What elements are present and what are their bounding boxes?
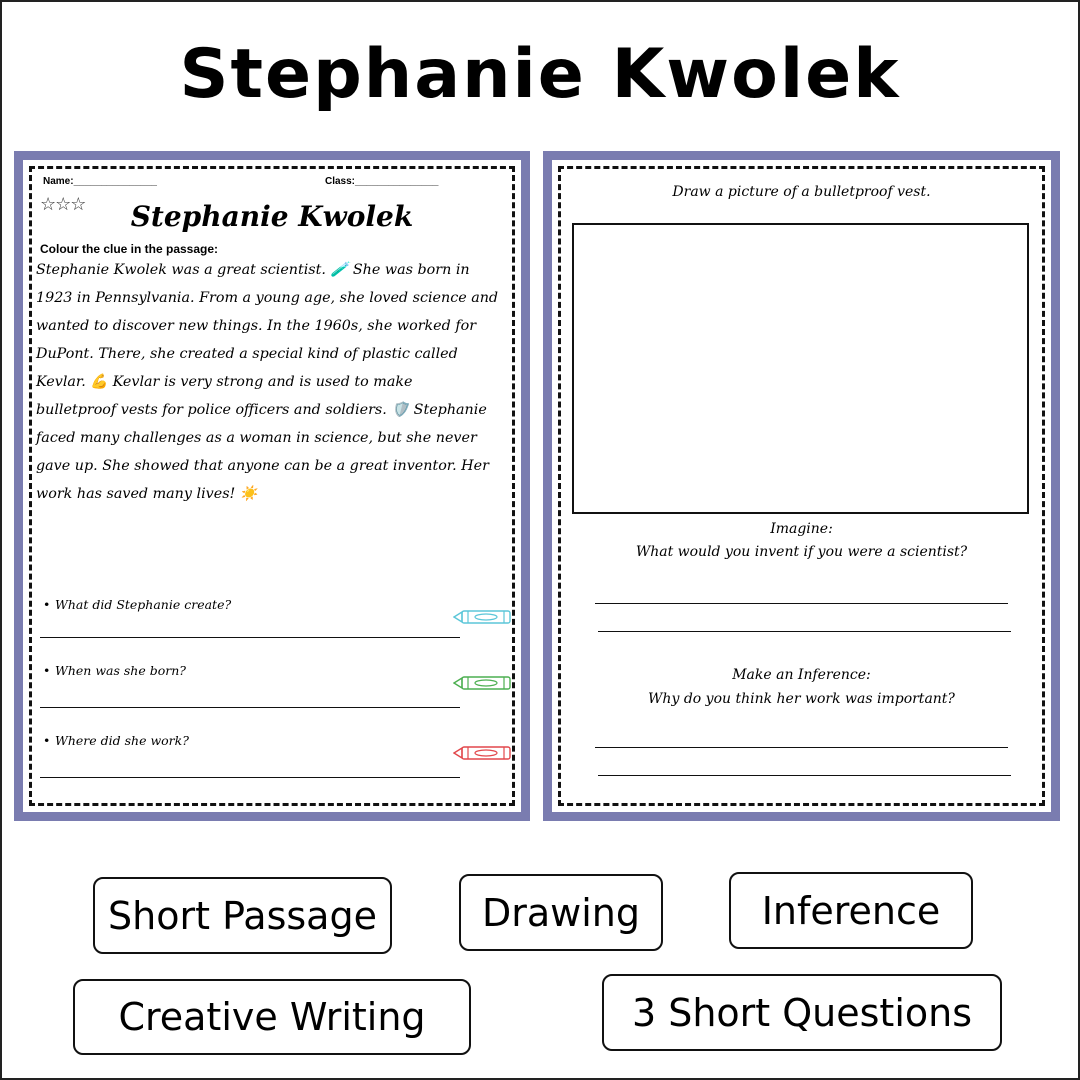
writing-line[interactable] bbox=[598, 775, 1011, 776]
bullet: • bbox=[43, 597, 51, 612]
bullet: • bbox=[43, 733, 51, 748]
question-text: When was she born? bbox=[55, 663, 186, 678]
passage-line: bulletproof vests for police officers and soldiers. 🛡️ Stephanie bbox=[36, 402, 487, 418]
passage-line: work has saved many lives! ☀️ bbox=[36, 486, 258, 502]
worksheet-sheet bbox=[552, 160, 1051, 812]
inference-label: Make an Inference: bbox=[732, 667, 871, 683]
question-2 bbox=[43, 663, 186, 678]
feature-3-short-questions: 3 Short Questions bbox=[602, 974, 1002, 1051]
inference-question: Why do you think her work was important? bbox=[648, 691, 955, 707]
drawing-box[interactable] bbox=[572, 223, 1029, 514]
passage-line: gave up. She showed that anyone can be a great inventor. Her bbox=[36, 458, 489, 474]
question-text: Where did she work? bbox=[55, 733, 189, 748]
crayon-icon bbox=[453, 745, 511, 761]
writing-line[interactable] bbox=[598, 631, 1011, 632]
question-3 bbox=[43, 733, 189, 748]
worksheet-page-passage bbox=[14, 151, 530, 821]
crayon-icon bbox=[453, 675, 511, 691]
feature-short-passage: Short Passage bbox=[93, 877, 392, 954]
bullet: • bbox=[43, 663, 51, 678]
worksheet-page-activities bbox=[543, 151, 1060, 821]
imagine-label: Imagine: bbox=[770, 521, 833, 537]
answer-line[interactable] bbox=[40, 637, 460, 638]
reading-passage bbox=[36, 256, 510, 508]
writing-line[interactable] bbox=[595, 747, 1008, 748]
instruction-text: Colour the clue in the passage: bbox=[40, 242, 219, 256]
imagine-question: What would you invent if you were a scientist? bbox=[635, 544, 968, 560]
passage-line: 1923 in Pennsylvania. From a young age, she loved science and bbox=[36, 290, 499, 306]
feature-inference: Inference bbox=[729, 872, 973, 949]
writing-line[interactable] bbox=[595, 603, 1008, 604]
feature-creative-writing: Creative Writing bbox=[73, 979, 471, 1055]
question-1 bbox=[43, 597, 231, 612]
feature-drawing: Drawing bbox=[459, 874, 663, 951]
answer-line[interactable] bbox=[40, 777, 460, 778]
crayon-icon bbox=[453, 609, 511, 625]
name-field-label: Name:_______________ bbox=[43, 176, 157, 187]
page-title: Stephanie Kwolek bbox=[179, 35, 901, 114]
passage-line: faced many challenges as a woman in science, but she never bbox=[36, 430, 477, 446]
passage-line: Stephanie Kwolek was a great scientist. 🧪 She was born in bbox=[36, 262, 470, 278]
question-text: What did Stephanie create? bbox=[55, 597, 232, 612]
class-field-label: Class:_______________ bbox=[325, 176, 439, 187]
worksheet-sheet bbox=[23, 160, 521, 812]
drawing-prompt: Draw a picture of a bulletproof vest. bbox=[672, 184, 931, 200]
passage-line: DuPont. There, she created a special kind of plastic called bbox=[36, 346, 458, 362]
passage-line: wanted to discover new things. In the 1960s, she worked for bbox=[36, 318, 477, 334]
passage-line: Kevlar. 💪 Kevlar is very strong and is used to make bbox=[36, 374, 413, 390]
answer-line[interactable] bbox=[40, 707, 460, 708]
rating-stars-icon: ☆☆☆ bbox=[40, 194, 86, 215]
worksheet-title: Stephanie Kwolek bbox=[130, 200, 414, 233]
